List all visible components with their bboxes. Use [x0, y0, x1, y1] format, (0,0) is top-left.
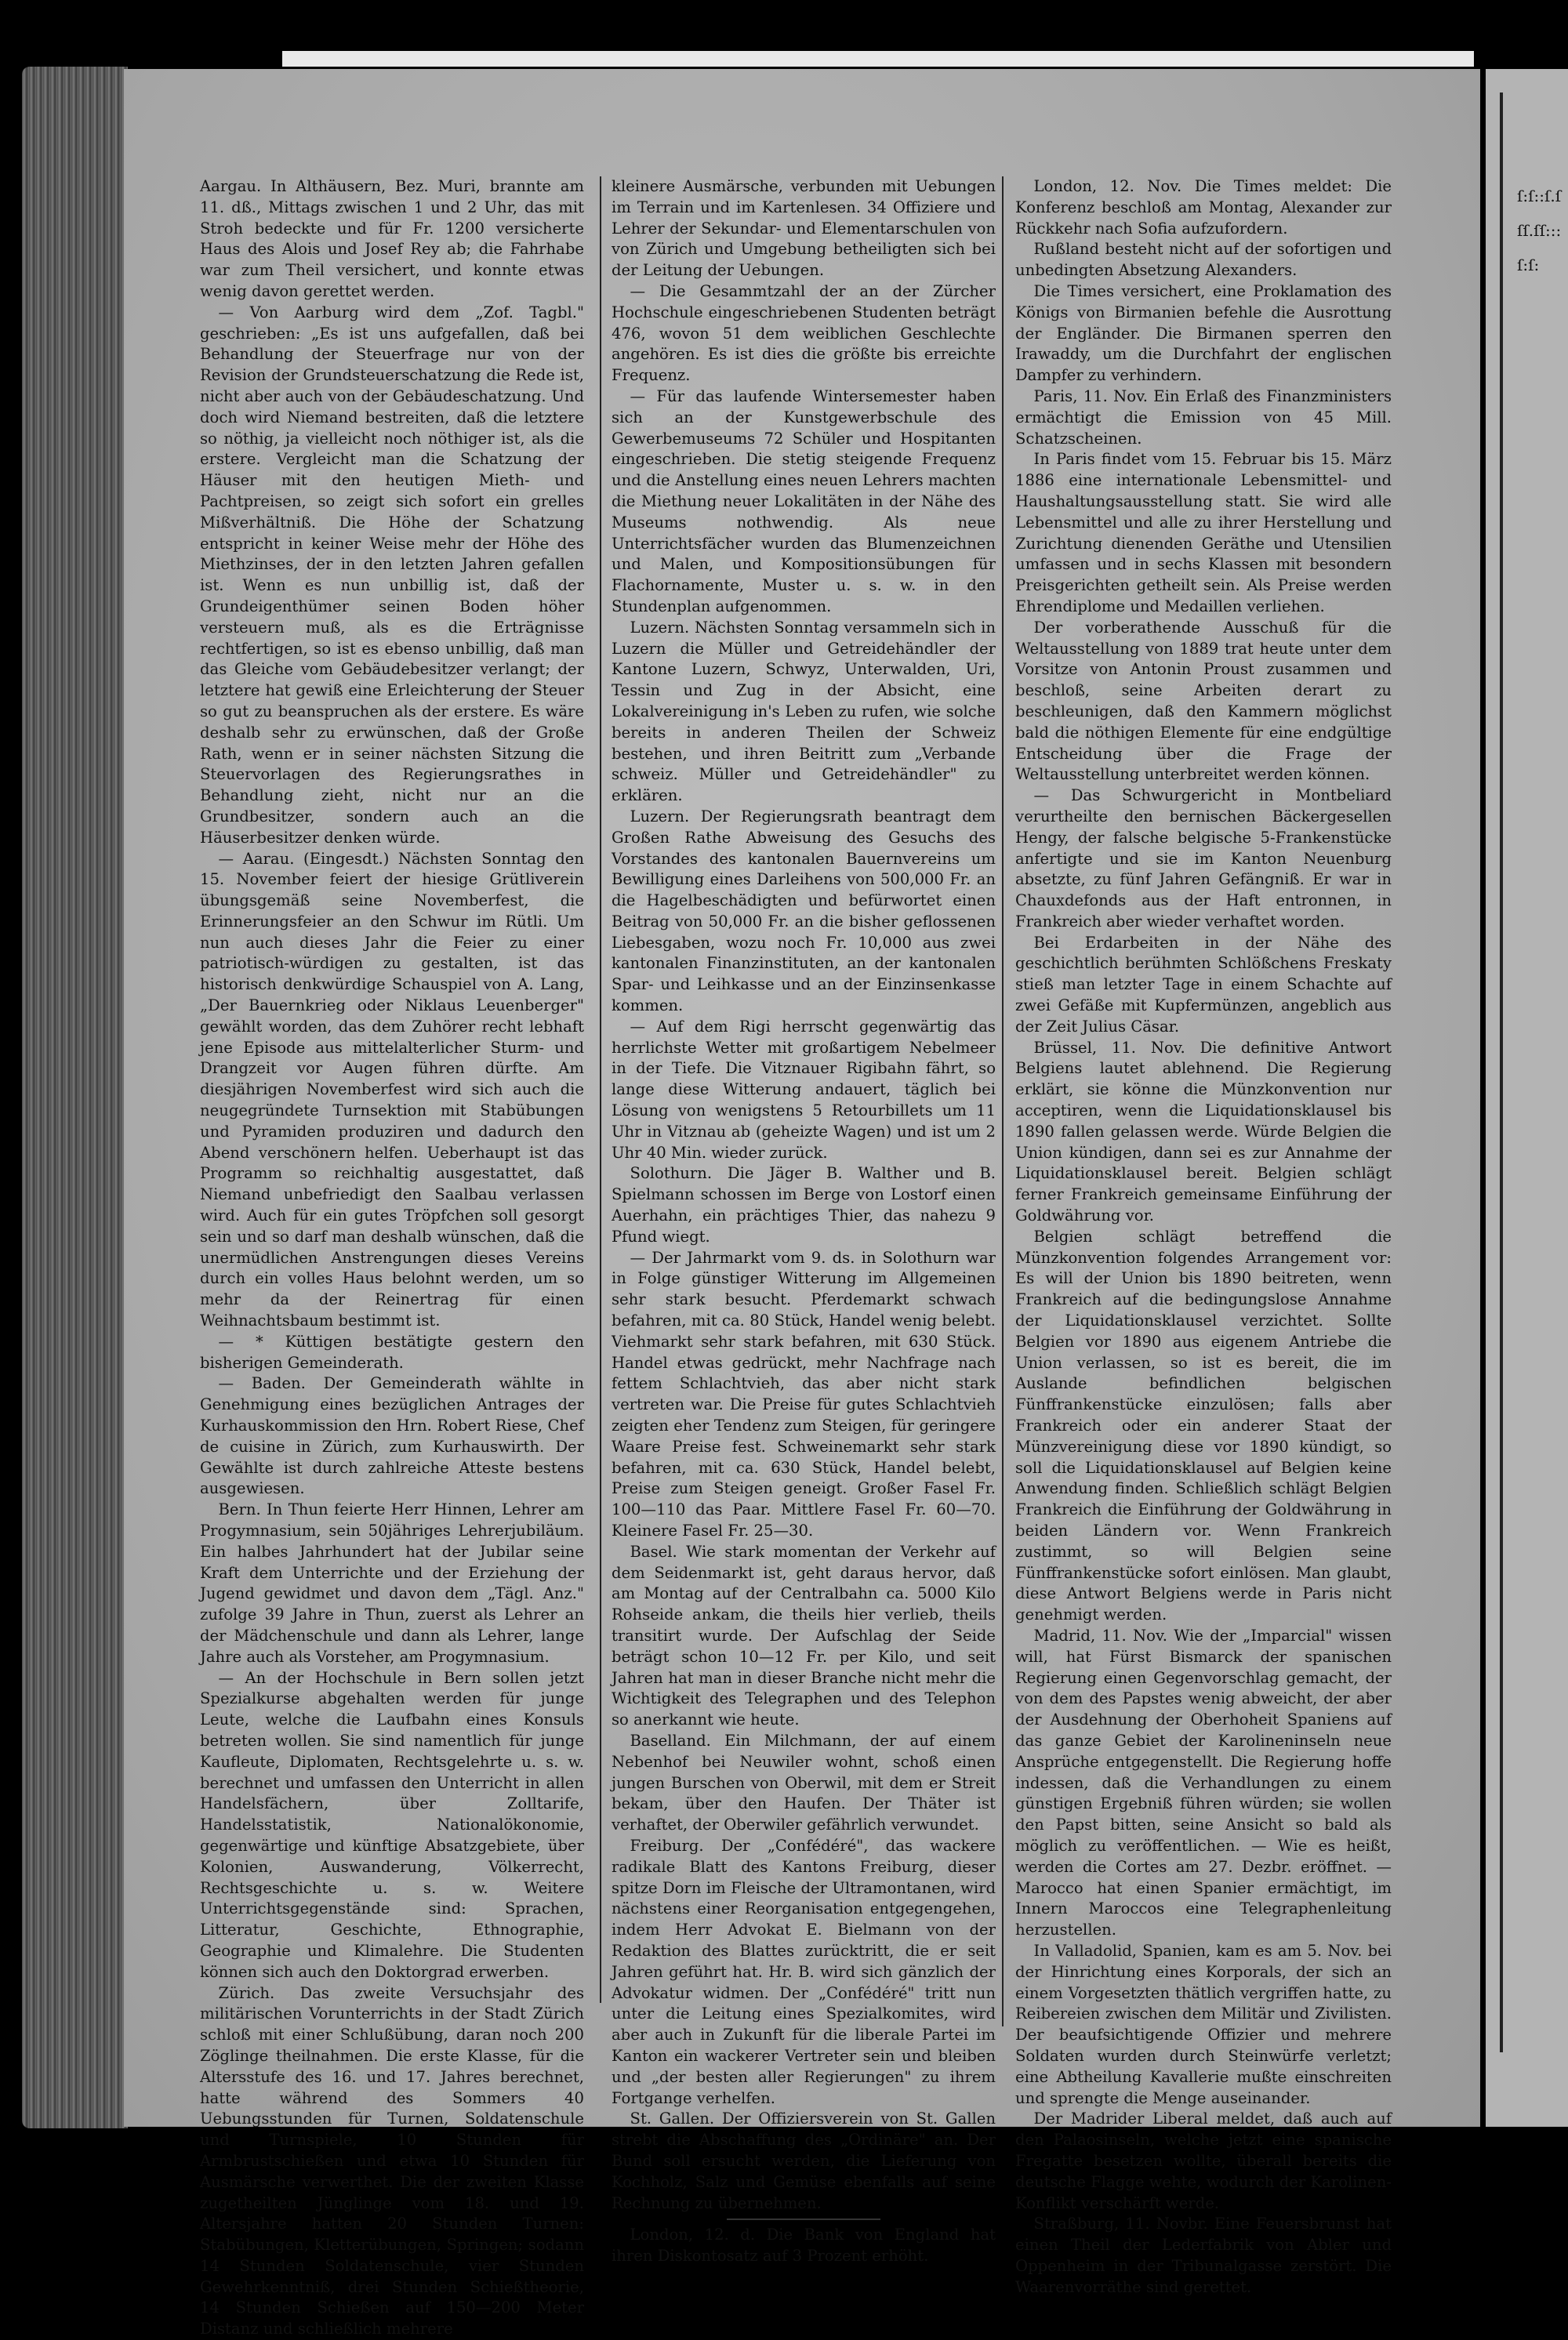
- article-madrider-liberal: Der Madrider Liberal meldet, daß auch auf den Palaosinseln, welche jetzt eine spanische Fregatte besetzen wollte, überall bereits die deutsche Flagge wehte, wodurch der Karolinen-Konflikt verschärft werde.: [1015, 2110, 1392, 2212]
- article-zuerich-cont: kleinere Ausmärsche, verbunden mit Uebungen im Terrain und im Kartenlesen. 34 Offiziere und Lehrer der Sekundar- und Elementarschulen von von Zürich und Umgebung betheiligten sich bei der Leitung der Uebungen.: [612, 177, 996, 280]
- adjacent-page-text-fragment: ſ:ſ::ſ.ſſſ.ſſ:::ſ:ſ:: [1517, 187, 1562, 274]
- article-bern: Bern. In Thun feierte Herr Hinnen, Lehrer am Progymnasium, sein 50jähriges Lehrerjubiläum. Ein halbes Jahrhundert hat der Jubilar seine Kraft dem Unterrichte und der Erziehung der Jugend gewidmet und davon dem „Tägl. Anz." zufolge 39 Jahre in Thun, zuerst als Lehrer an der Mädchenschule und dann als Lehrer, lange Jahre auch als Vorsteher, am Progymnasium.: [200, 1500, 584, 1666]
- adjacent-page-column-rule: [1500, 93, 1503, 2052]
- article-kunstgewerbschule: — Für das laufende Wintersemester haben sich an der Kunstgewerbschule des Gewerbemuseums 72 Schüler und Hospitanten eingeschrieben. Die stetig steigende Frequenz und die Anstellung eines neuen Lehrers machten die Miethung neuer Lokalitäten in der Nähe des Museums nothwendig. Als neue Unterrichtsfächer wurden das Blumenzeichnen und Malen, und Kompositionsübungen für Flachornamente, Muster u. s. w. in den Stundenplan aufgenommen.: [612, 386, 996, 615]
- article-strassburg: Straßburg, 11. Novbr. Eine Feuersbrunst hat einen Theil der Lederfabrik von Abler und Oppenheim in der Tribunalgasse zerstört. Die Waarenvorräthe sind gerettet.: [1015, 2215, 1392, 2296]
- section-divider: [727, 2218, 880, 2220]
- article-valladolid: In Valladolid, Spanien, kam es am 5. Nov. bei der Hinrichtung eines Korporals, der sich an einem Vorgesetzten thätlich vergriffen hatte, zu Reibereien zwischen dem Militär und Zivilisten. Der beaufsichtigende Offizier und mehrere Soldaten wurden durch Steinwürfe verletzt; eine Abtheilung Kavallerie mußte einschreiten und sprengte die Menge auseinander.: [1015, 1941, 1392, 2107]
- article-luzern-regierungsrath: Luzern. Der Regierungsrath beantragt dem Großen Rathe Abweisung des Gesuchs des Vorstandes des kantonalen Bauernvereins um Bewilligung eines Darleihens von 500,000 Fr. an die Hagelbeschädigten und befürwortet einen Beitrag von 50,000 Fr. an die bisher geflossenen Liebesgaben, wozu noch Fr. 10,000 aus zwei kantonalen Finanzinstituten, an der kantonalen Spar- und Leihkasse und an der Einzinsenkasse kommen.: [612, 807, 996, 1015]
- article-freskaty: Bei Erdarbeiten in der Nähe des geschichtlich berühmten Schlößchens Freskaty stieß man letzter Tage in einem Schachte auf zwei Gefäße mit Kupfermünzen, angeblich aus der Zeit Julius Cäsar.: [1015, 933, 1392, 1036]
- article-madrid: Madrid, 11. Nov. Wie der „Imparcial" wissen will, hat Fürst Bismarck der spanischen Regierung einen Gegenvorschlag gemacht, der von dem des Papstes wenig abweicht, der aber der Ausdehnung der Oberhoheit Spaniens auf das ganze Gebiet der Karolineninseln neue Ansprüche entgegenstellt. Die Regierung hoffe indessen, daß die Verhandlungen zu einem günstigen Ergebniß führen würden; sie wollen den Papst bitten, seine Ansicht so bald als möglich zu veröffentlichen. — Wie es heißt, werden die Cortes am 27. Dezbr. eröffnet. — Marocco hat einen Spanier ermächtigt, im Innern Maroccos eine Telegraphenleitung herzustellen.: [1015, 1626, 1392, 1939]
- article-basel: Basel. Wie stark momentan der Verkehr auf dem Seidenmarkt ist, geht daraus hervor, daß am Montag auf der Centralbahn ca. 5000 Kilo Rohseide ankam, die theils hier verlieb, theils transitirt wurde. Der Aufschlag der Seide beträgt schon 10—12 Fr. per Kilo, und seit Jahren hat man in dieser Branche nicht mehr die Wichtigkeit des Telegraphen und des Telephon so anerkannt wie heute.: [612, 1542, 996, 1729]
- article-bern-hochschule: — An der Hochschule in Bern sollen jetzt Spezialkurse abgehalten werden für junge Leute, welche die Laufbahn eines Konsuls betreten wollen. Sie sind namentlich für junge Kaufleute, Diplomaten, Rechtsgelehrte u. s. w. berechnet und umfassen den Unterricht in allen Handelsfächern, über Zolltarife, Handelsstatistik, Nationalökonomie, gegenwärtige und künftige Absatzgebiete, über Kolonien, Auswanderung, Völkerrecht, Rechtsgeschichte u. s. w. Weitere Unterrichtsgegenstände sind: Sprachen, Litteratur, Geschichte, Ethnographie, Geographie und Klimalehre. Die Studenten können sich auch den Doktorgrad erwerben.: [200, 1668, 584, 1981]
- column-3: [1015, 176, 1392, 2298]
- article-london-bank: London, 12. d. Die Bank von England hat ihren Diskontosatz auf 3 Prozent erhöht.: [612, 2226, 996, 2266]
- article-schwurgericht: — Das Schwurgericht in Montbeliard verurtheilte den bernischen Bäckergesellen Hengy, der falsche belgische 5-Frankenstücke anfertigte und sie im Kanton Neuenburg absetzte, zu fünf Jahren Gefängniß. Er war in Chauxdefonds aus der Haft entronnen, in Frankreich aber wieder verhaftet worden.: [1015, 786, 1392, 931]
- article-aarau: — Aarau. (Eingesdt.) Nächsten Sonntag den 15. November feiert der hiesige Grütliverein übungsgemäß seine Novemberfest, die Erinnerungsfeier an den Schwur im Rütli. Um nun auch dieses Jahr die Feier zu einer patriotisch-würdigen zu gestalten, ist das historisch denkwürdige Schauspiel von A. Lang, „Der Bauernkrieg oder Niklaus Leuenberger" gewählt worden, das dem Zuhörer recht lebhaft jene Episode aus mittelalterlicher Sturm- und Drangzeit vor Augen führen dürfte. Am diesjährigen Novemberfest wird sich auch die neugegründete Turnsektion mit Stabübungen und Pyramiden produziren und dadurch den Abend verschönern helfen. Ueberhaupt ist das Programm so reichhaltig ausgestattet, daß Niemand unbefriedigt den Saalbau verlassen wird. Auch für ein gutes Tröpfchen soll gesorgt sein und so darf man deshalb wünschen, daß die unermüdlichen Anstrengungen dieses Vereins durch ein volles Haus belohnt werden, um so mehr da der Reinertrag für einen Weihnachtsbaum bestimmt ist.: [200, 849, 584, 1330]
- column-1: [200, 176, 584, 2340]
- article-russland: Rußland besteht nicht auf der sofortigen und unbedingten Absetzung Alexanders.: [1015, 240, 1392, 280]
- article-belgien-muenzkonvention: Belgien schlägt betreffend die Münzkonvention folgendes Arrangement vor: Es will der Union bis 1890 beitreten, wenn Frankreich auf die bedingungslose Annahme der Liquidationsklausel verzichtet. Sollte Belgien vor 1890 aus eigenem Antriebe die Union verlassen, so ist es bereit, die im Auslande befindlichen belgischen Fünffrankenstücke einzulösen; falls aber Frankreich oder ein anderer Staat der Münzvereinigung diese vor 1890 kündigt, so soll die Liquidationsklausel auf Belgien keine Anwendung finden. Schließlich schlägt Belgien Frankreich die Einführung der Goldwährung in beiden Ländern vor. Wenn Frankreich zustimmt, so will Belgien seine Fünffrankenstücke sofort einlösen. Man glaubt, diese Antwort Belgiens werde in Paris nicht genehmigt werden.: [1015, 1227, 1392, 1624]
- article-zuerich-hochschule: — Die Gesammtzahl der an der Zürcher Hochschule eingeschriebenen Studenten beträgt 476, wovon 51 dem weiblichen Geschlechte angehören. Es ist dies die größte bis erreichte Frequenz.: [612, 281, 996, 385]
- article-london-times: London, 12. Nov. Die Times meldet: Die Konferenz beschloß am Montag, Alexander zur Rückkehr nach Sofia aufzufordern.: [1015, 177, 1392, 238]
- article-birmanien: Die Times versichert, eine Proklamation des Königs von Birmanien befehle die Ausrottung der Engländer. Die Birmanen sperren den Irawaddy, um die Durchfahrt der englischen Dampfer zu verhindern.: [1015, 281, 1392, 385]
- article-bruessel: Brüssel, 11. Nov. Die definitive Antwort Belgiens lautet ablehnend. Die Regierung erklärt, sie könne die Münzkonvention nur acceptiren, wenn die Liquidationsklausel bis 1890 fallen gelassen werde. Würde Belgien die Union kündigen, dann sei es zur Annahme der Liquidationsklausel bereit. Belgien schlägt ferner Frankreich gemeinsame Einführung der Goldwährung vor.: [1015, 1038, 1392, 1225]
- top-paper-strip: [282, 51, 1474, 67]
- article-aargau: Aargau. In Althäusern, Bez. Muri, brannte am 11. dß., Mittags zwischen 1 und 2 Uhr, das mit Stroh bedeckte und für Fr. 1200 versicherte Haus des Alois und Josef Rey ab; die Fahrhabe war zum Theil versichert, und konnte etwas wenig davon gerettet werden.: [200, 177, 584, 300]
- article-paris-finanz: Paris, 11. Nov. Ein Erlaß des Finanzministers ermächtigt die Emission von 45 Mill. Schatzscheinen.: [1015, 386, 1392, 448]
- article-solothurn-jahrmarkt: — Der Jahrmarkt vom 9. ds. in Solothurn war in Folge günstiger Witterung im Allgemeinen sehr stark besucht. Pferdemarkt schwach befahren, mit ca. 80 Stück, Handel wenig belebt. Viehmarkt sehr stark befahren, mit 630 Stück. Handel etwas gedrückt, mehr Nachfrage nach fettem Schlachtvieh, das aber nicht stark vertreten war. Die Preise für gutes Schlachtvieh zeigten eher Tendenz zum Steigen, für geringere Waare Preise fest. Schweinemarkt sehr stark befahren, mit ca. 630 Stück, Handel belebt, Preise zum Steigen geneigt. Großer Fasel Fr. 100—110 das Paar. Mittlere Fasel Fr. 60—70. Kleinere Fasel Fr. 25—30.: [612, 1248, 996, 1540]
- article-freiburg: Freiburg. Der „Confédéré", das wackere radikale Blatt des Kantons Freiburg, dieser spitze Dorn im Fleische der Ultramontanen, wird nächstens einer Reorganisation entgegengehen, indem Herr Advokat E. Bielmann von der Redaktion des Blattes zurücktritt, die er seit Jahren geführt hat. Hr. B. wird sich gänzlich der Advokatur widmen. Der „Confédéré" tritt nun unter die Leitung eines Spezialkomites, wird aber auch in Zukunft für die liberale Partei im Kanton ein wackerer Vertreter sein und bleiben und „der besten aller Regierungen" zu ihrem Fortgange verhelfen.: [612, 1836, 996, 2107]
- article-aarburg: — Von Aarburg wird dem „Zof. Tagbl." geschrieben: „Es ist uns aufgefallen, daß bei Behandlung der Steuerfrage nur von der Revision der Grundsteuerschatzung die Rede ist, nicht aber auch von der Gebäudeschatzung. Und doch wird Niemand bestreiten, daß die letztere so nöthig, ja vielleicht noch nöthiger ist, als die erstere. Vergleicht man die Schatzung der Häuser mit den heutigen Mieth- und Pachtpreisen, so zeigt sich sofort ein grelles Mißverhältniß. Die Höhe der Schatzung entspricht in keiner Weise mehr der Höhe des Miethzinses, der in den letzten Jahren gefallen ist. Wenn es nun unbillig ist, daß der Grundeigenthümer seinen Boden höher versteuern muß, als es die Erträgnisse rechtfertigen, so ist es ebenso unbillig, daß man das Gleiche vom Gebäudebesitzer verlangt; der letztere hat gewiß eine Erleichterung der Steuer so gut zu beanspruchen als der erstere. Es wäre deshalb sehr zu erwünschen, daß der Große Rath, wenn er in seiner nächsten Sitzung die Steuervorlagen des Regierungsrathes in Behandlung zieht, nicht nur an die Grundbesitzer, sondern auch an die Häuserbesitzer denken würde.: [200, 303, 584, 847]
- column-rule-2: [1002, 176, 1004, 2026]
- article-baden: — Baden. Der Gemeinderath wählte in Genehmigung eines bezüglichen Antrages der Kurhauskommission den Hrn. Robert Riese, Chef de cuisine in Zürich, zum Kurhauswirth. Der Gewählte ist durch zahlreiche Atteste bestens ausgewiesen.: [200, 1374, 584, 1498]
- article-zuerich: Zürich. Das zweite Versuchsjahr des militärischen Vorunterrichts in der Stadt Zürich schloß mit einer Schlußübung, daran noch 200 Zöglinge theilnahmen. Die erste Klasse, für die Altersstufe des 16. und 17. Jahres berechnet, hatte während des Sommers 40 Uebungsstunden für Turnen, Soldatenschule und Turnspiele, 10 Stunden für Armbrustschießen und etwa 10 Stunden für Ausmärsche verwerthet. Die der zweiten Klasse zugetheilten Jünglinge vom 18. und 19. Altersjahre hatten 20 Stunden Turnen: Stabübungen, Kletterübungen, Springen; sodann 14 Stunden Soldatenschule, vier Stunden Gewehrkenntniß, drei Stunden Schießtheorie, 14 Stunden Schießen auf 150—200 Meter Distanz und schließlich mehrere: [200, 1983, 584, 2338]
- article-paris-ausstellung: In Paris findet vom 15. Februar bis 15. März 1886 eine internationale Lebensmittel- und Haushaltungsausstellung statt. Sie wird alle Lebensmittel und alle zu ihrer Herstellung und Zurichtung dienenden Geräthe und Utensilien umfassen und in sechs Klassen mit besondern Preisgerichten getheilt sein. Als Preise werden Ehrendiplome und Medaillen verliehen.: [1015, 450, 1392, 615]
- article-baselland: Baselland. Ein Milchmann, der auf einem Nebenhof bei Neuwiler wohnt, schoß einen jungen Burschen von Oberwil, mit dem er Streit bekam, über den Haufen. Der Thäter ist verhaftet, der Oberwiler gefährlich verwundet.: [612, 1731, 996, 1834]
- column-2: [612, 176, 996, 2267]
- article-kuettigen: — * Küttigen bestätigte gestern den bisherigen Gemeinderath.: [200, 1332, 584, 1372]
- book-spine-edge: [22, 67, 128, 2128]
- article-st-gallen: St. Gallen. Der Offiziersverein von St. Gallen strebt die Abschaffung des „Ordinäre" an. Der Bund soll ersucht werden, die Lieferung von Kochholz, Salz und Gemüse ebenfalls auf seine Rechnung zu übernehmen.: [612, 2110, 996, 2212]
- article-weltausstellung: Der vorberathende Ausschuß für die Weltausstellung von 1889 trat heute unter dem Vorsitze von Antonin Proust zusammen und beschloß, seine Arbeiten derart zu beschleunigen, daß den Kammern möglichst bald die nöthigen Elemente für eine endgültige Entscheidung über die Frage der Weltausstellung unterbreitet werden können.: [1015, 618, 1392, 784]
- article-solothurn-jaeger: Solothurn. Die Jäger B. Walther und B. Spielmann schossen im Berge von Lostorf einen Auerhahn, ein prächtiges Thier, das nahezu 9 Pfund wiegt.: [612, 1164, 996, 1246]
- article-luzern-mueller: Luzern. Nächsten Sonntag versammeln sich in Luzern die Müller und Getreidehändler der Kantone Luzern, Schwyz, Unterwalden, Uri, Tessin und Zug in der Absicht, eine Lokalvereinigung in's Leben zu rufen, wie solche bereits in anderen Theilen der Schweiz bestehen, und ihren Beitritt zum „Verbande schweiz. Müller und Getreidehändler" zu erklären.: [612, 618, 996, 805]
- adjacent-page-edge: [1486, 69, 1568, 2127]
- column-rule-1: [600, 176, 601, 2003]
- article-rigi: — Auf dem Rigi herrscht gegenwärtig das herrlichste Wetter mit großartigem Nebelmeer in der Tiefe. Die Vitznauer Rigibahn fährt, so lange diese Witterung andauert, täglich bei Lösung von wenigstens 5 Retourbillets um 11 Uhr in Vitznau ab (geheizte Wagen) und ist um 2 Uhr 40 Min. wieder zurück.: [612, 1017, 996, 1162]
